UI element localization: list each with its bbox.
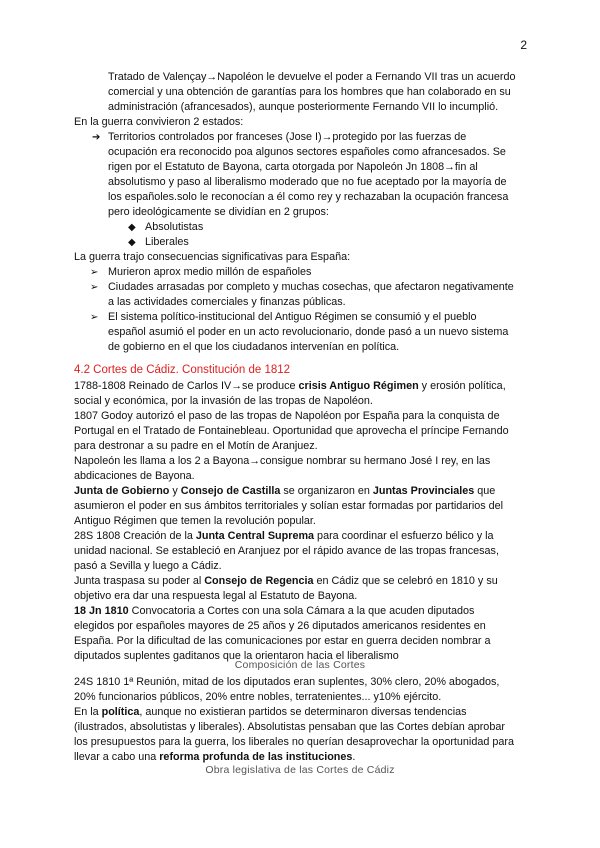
paragraph-line: los presupuestos para la guerra, los liberales no querían desaprovechar la oportunidad para	[74, 736, 514, 748]
paragraph-line: Antiguo Régimen que temen la revolución popular.	[74, 515, 316, 527]
paragraph-line: llevar a cabo una reforma profunda de las instituciones.	[74, 751, 356, 763]
group-item: Absolutistas	[145, 221, 204, 233]
page-number: 2	[520, 38, 527, 52]
paragraph-line: 1807 Godoy autorizó el paso de las tropas de Napoléon por España para la conquista de	[74, 410, 500, 422]
arrowhead-bullet-icon: ➢	[90, 282, 99, 293]
paragraph-line: elegidos por españoles mayores de 25 años y 26 diputados americanos residentes en	[74, 620, 486, 632]
consequences-intro: La guerra trajo consecuencias significativas para España:	[74, 251, 351, 263]
consequence-line: Murieron aprox medio millón de españoles	[108, 266, 312, 278]
group-item: Liberales	[145, 236, 189, 248]
arrowhead-bullet-icon: ➢	[90, 267, 99, 278]
paragraph-line: 28S 1808 Creación de la Junta Central Suprema para coordinar el esfuerzo bélico y la	[74, 530, 494, 542]
paragraph-line: (ilustrados, absolutistas y liberales). Absolutistas pensaban que las Cortes debían aprobar	[74, 721, 505, 733]
consequence-line: a las actividades comerciales y finanzas públicas.	[108, 296, 346, 308]
diamond-bullet-icon: ◆	[128, 222, 136, 233]
intro-line: Tratado de Valençay→Napoléon le devuelve el poder a Fernando VII tras un acuerdo	[108, 71, 516, 83]
paragraph-line: objetivo era dar una respuesta legal al Estatuto de Bayona.	[74, 590, 358, 602]
states-line: los españoles.solo le reconocían a él como rey y rechazaban la ocupación francesa	[108, 191, 509, 203]
section-heading: 4.2 Cortes de Cádiz. Constitución de 1812	[74, 364, 291, 376]
paragraph-line: Portugal en el Tratado de Fontainebleau. Oportunidad que aprovecha el príncipe Fernando	[74, 425, 509, 437]
paragraph-line: Napoleón les llama a los 2 a Bayona→consigue nombrar su hermano José I rey, en las	[74, 455, 491, 467]
consequence-line: español asumió el poder en un acto revolucionario, donde pasó a un nuevo sistema	[108, 326, 509, 338]
paragraph-line: 20% funcionarios públicos, 20% entre nobles, terratenientes... y10% ejército.	[74, 691, 442, 703]
paragraph-line: abdicaciones de Bayona.	[74, 470, 195, 482]
consequence-line: El sistema político-institucional del Antiguo Régimen se consumió y el pueblo	[108, 311, 477, 323]
paragraph-line: diputados suplentes gaditanos que la orientaron hacia el liberalismo	[74, 650, 399, 662]
arrowhead-bullet-icon: ➢	[90, 312, 99, 323]
paragraph-line: social y económica, por la invasión de las tropas de Napoléon.	[74, 395, 373, 407]
states-line: pero ideológicamente se dividían en 2 grupos:	[108, 206, 329, 218]
consequence-line: Ciudades arrasadas por completo y muchas cosechas, que afectaron negativamente	[108, 281, 514, 293]
intro-line: comercial y una obtención de garantías para los hombres que han colaborado en su	[108, 86, 511, 98]
paragraph-line: unidad nacional. Se estableció en Aranjuez por el rápido avance de las tropas francesas,	[74, 545, 499, 557]
section-caption: Composición de las Cortes	[234, 659, 366, 671]
paragraph-line: 18 Jn 1810 Convocatoria a Cortes con una sola Cámara a la que acuden diputados	[74, 605, 475, 617]
paragraph-line: Junta traspasa su poder al Consejo de Regencia en Cádiz que se celebró en 1810 y su	[74, 575, 498, 587]
paragraph-line: Junta de Gobierno y Consejo de Castilla se organizaron en Juntas Provinciales que	[74, 485, 496, 497]
war-intro: En la guerra convivieron 2 estados:	[74, 116, 244, 128]
paragraph-line: pasó a Sevilla y luego a Cádiz.	[74, 560, 222, 572]
intro-line: administración (afrancesados), aunque posteriormente Fernando VII lo incumplió.	[108, 101, 499, 113]
paragraph-line: 1788-1808 Reinado de Carlos IV→se produce crisis Antiguo Régimen y erosión política,	[74, 380, 506, 392]
paragraph-line: España. Por la dificultad de las comunicaciones por estar en guerra deciden nombrar a	[74, 635, 491, 647]
arrow-bullet-icon: ➔	[92, 132, 101, 143]
paragraph-line: En la política, aunque no existieran partidos se determinaron diversas tendencias	[74, 706, 467, 718]
paragraph-line: 24S 1810 1ª Reunión, mitad de los diputados eran suplentes, 30% clero, 20% abogados,	[74, 676, 500, 688]
paragraph-line: asumieron el poder en sus ámbitos territoriales y solían estar formadas por partidarios del	[74, 500, 504, 512]
states-line: ocupación era reconocido poa algunos sectores españoles como afrancesados. Se	[108, 146, 506, 158]
diamond-bullet-icon: ◆	[128, 237, 136, 248]
consequence-line: de gobierno en el que los ciudadanos intervenían en política.	[108, 341, 400, 353]
states-line: rigen por el Estatuto de Bayona, carta otorgada por Napoleón Jn 1808→fin al	[108, 161, 478, 173]
paragraph-line: para destronar a su padre en el Motín de Aranjuez.	[74, 440, 318, 452]
states-line: Territorios controlados por franceses (Jose I)→protegido por las fuerzas de	[108, 131, 467, 143]
section-caption: Obra legislativa de las Cortes de Cádiz	[205, 764, 395, 776]
states-line: absolutismo y paso al liberalismo moderado que no fue aceptado por la mayoría de	[108, 176, 507, 188]
